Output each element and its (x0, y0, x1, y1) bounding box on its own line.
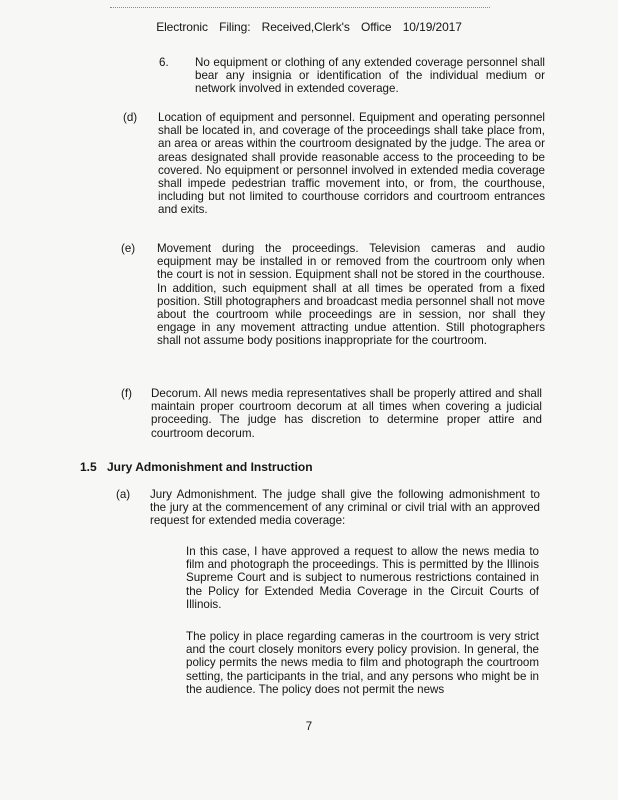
page-number: 7 (305, 721, 313, 733)
item-marker: (f) (121, 387, 132, 400)
filing-word: Received,Clerk's (261, 20, 350, 34)
filing-word: Electronic (156, 20, 208, 34)
item-marker: (e) (121, 242, 136, 255)
quote-paragraph: The policy in place regarding cameras in the courtroom is very strict and the court closely monitors every policy provision. In general, the policy permits the news media to film and photograph the courtroom setting, the participants in the trial, and any persons who might be in the audience. The policy does not permit the news (186, 630, 539, 696)
item-marker: (d) (123, 111, 138, 124)
filing-stamp (0, 20, 618, 34)
section-title: Jury Admonishment and Instruction (107, 460, 313, 474)
item-paragraph: Decorum. All news media representatives shall be properly attired and shall maintain proper courtroom decorum at all times when covering a judicial proceeding. The judge has discretion to determine proper attire and courtroom decorum. (151, 387, 542, 440)
filing-word: 10/19/2017 (402, 20, 462, 34)
item-paragraph: No equipment or clothing of any extended coverage personnel shall bear any insignia or identification of the individual medium or network involved in extended coverage. (195, 56, 545, 96)
filing-word: Filing: (219, 20, 251, 34)
subsection-paragraph: Jury Admonishment. The judge shall give the following admonishment to the jury at the commencement of any criminal or civil trial with an approved request for extended media coverage: (150, 488, 540, 528)
item-marker: 6. (159, 56, 169, 69)
header-dotted-rule (110, 7, 490, 10)
subsection-marker: (a) (116, 488, 131, 501)
section-number: 1.5 (80, 460, 97, 474)
item-paragraph: Movement during the proceedings. Television cameras and audio equipment may be installed in or removed from the courtroom only when the court is not in session. Equipment shall not be stored in the courthouse. In addition, such equipment shall at all times be operated from a fixed position. Still photographers and broadcast media personnel shall not move about the courtroom while proceedings are in session, nor shall they engage in any movement attracting undue attention. Still photographers shall not assume body positions inappropriate for the courtroom. (157, 242, 545, 348)
item-paragraph: Location of equipment and personnel. Equipment and operating personnel shall be located in, and coverage of the proceedings shall take place from, an area or areas within the courtroom designated by the judge. The area or areas designated shall provide reasonable access to the proceeding to be covered. No equipment or personnel involved in extended media coverage shall impede pedestrian traffic movement into, or from, the courthouse, including but not limited to courthouse corridors and courtroom entrances and exits. (158, 111, 545, 217)
filing-word: Office (360, 20, 392, 34)
quote-paragraph: In this case, I have approved a request to allow the news media to film and photograph the proceedings. This is permitted by the Illinois Supreme Court and is subject to numerous restrictions contained in the Policy for Extended Media Coverage in the Circuit Courts of Illinois. (186, 545, 539, 611)
